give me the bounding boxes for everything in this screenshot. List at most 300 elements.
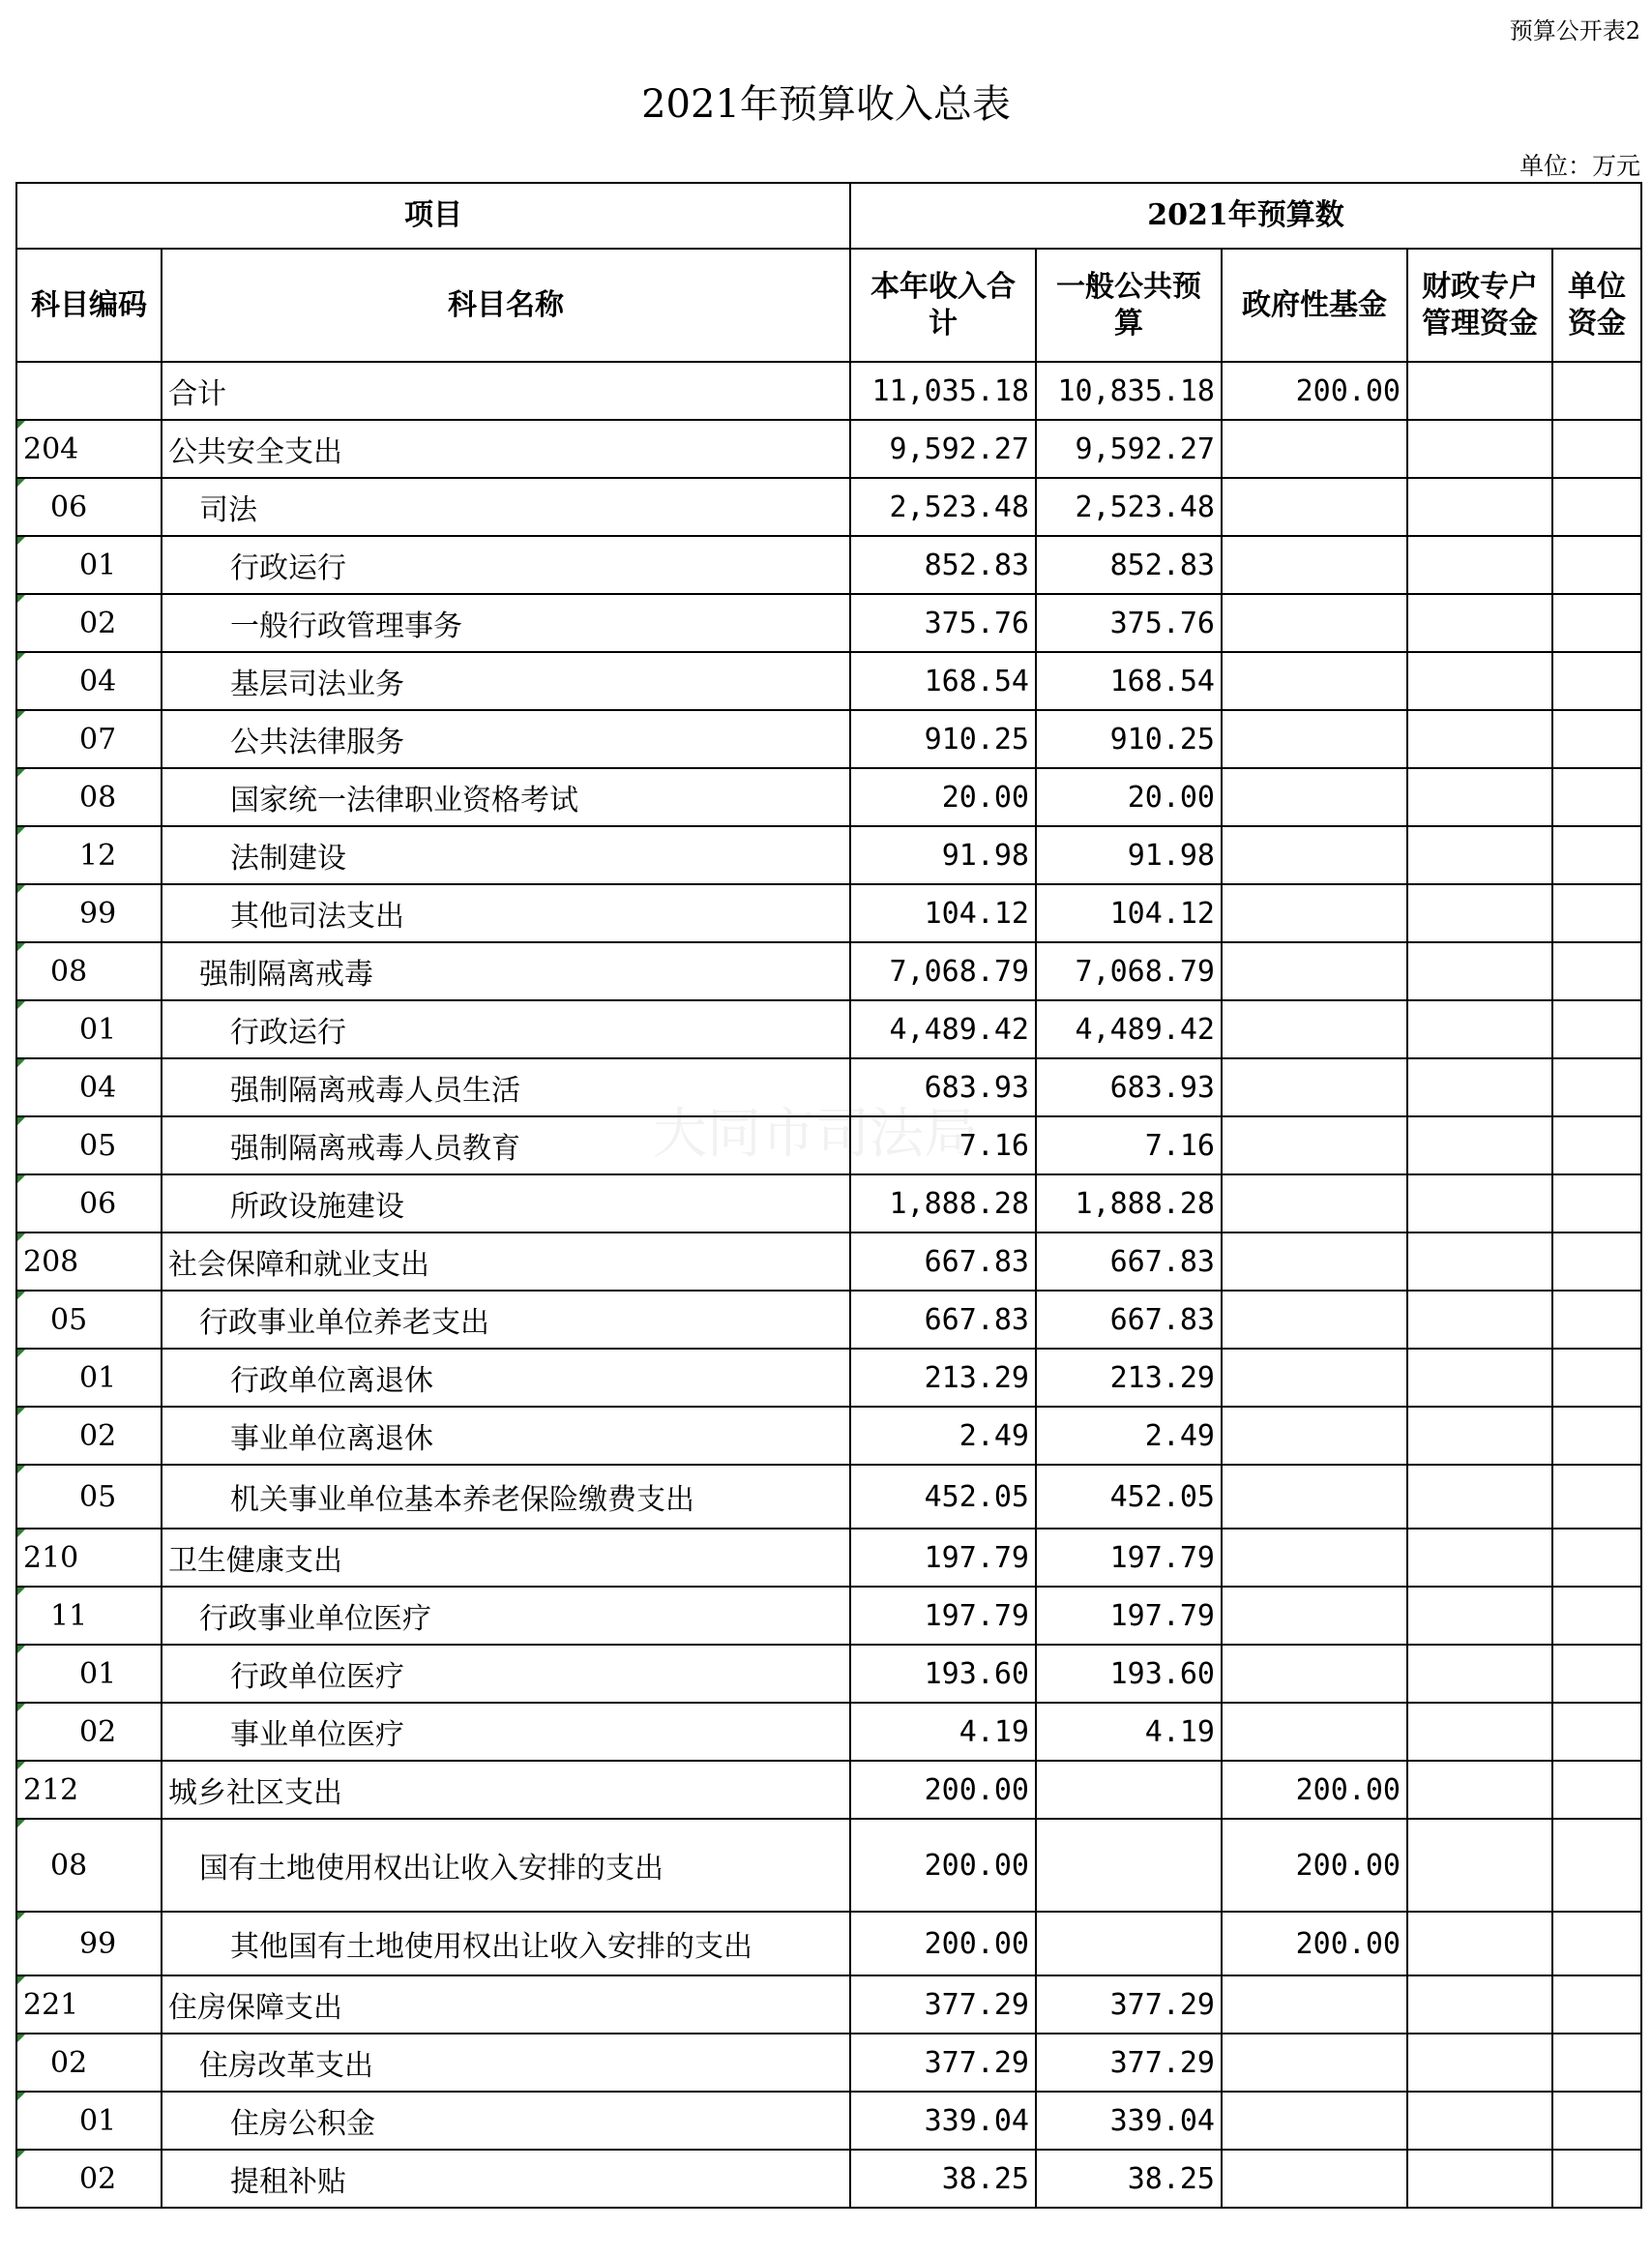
code-text: 01 bbox=[79, 548, 117, 582]
cell-code bbox=[16, 1975, 162, 2034]
code-text: 02 bbox=[79, 606, 117, 640]
cell-general bbox=[1036, 1912, 1222, 1975]
cell-code bbox=[16, 1232, 162, 1291]
name-text: 行政事业单位医疗 bbox=[199, 1602, 431, 1636]
code-text: 06 bbox=[79, 1186, 117, 1221]
cell-special bbox=[1407, 826, 1552, 884]
cell-marker-icon bbox=[17, 1466, 25, 1473]
code-text: 01 bbox=[79, 1012, 117, 1047]
name-text: 其他司法支出 bbox=[230, 900, 404, 934]
name-text: 行政运行 bbox=[230, 551, 346, 585]
cell-total: 667.83 bbox=[850, 1291, 1036, 1349]
cell-special bbox=[1407, 942, 1552, 1000]
cell-name bbox=[162, 1000, 850, 1058]
cell-code bbox=[16, 478, 162, 536]
cell-marker-icon bbox=[17, 537, 25, 545]
cell-fund bbox=[1222, 1975, 1407, 2034]
code-text: 99 bbox=[79, 896, 117, 931]
code-text: 01 bbox=[79, 1360, 117, 1395]
cell-fund bbox=[1222, 536, 1407, 594]
cell-unit bbox=[1552, 1912, 1641, 1975]
code-text: 07 bbox=[79, 722, 117, 757]
name-text: 合计 bbox=[168, 377, 226, 411]
cell-marker-icon bbox=[17, 1762, 25, 1769]
header-unit-funds: 单位资金 bbox=[1552, 249, 1641, 362]
cell-special bbox=[1407, 1761, 1552, 1819]
cell-special bbox=[1407, 1174, 1552, 1232]
cell-code bbox=[16, 1703, 162, 1761]
code-text: 05 bbox=[50, 1302, 88, 1337]
code-text: 12 bbox=[79, 838, 117, 873]
code-text: 08 bbox=[50, 954, 88, 989]
cell-marker-icon bbox=[17, 2151, 25, 2158]
code-text: 01 bbox=[79, 2103, 117, 2138]
cell-unit bbox=[1552, 942, 1641, 1000]
cell-fund bbox=[1222, 710, 1407, 768]
cell-general: 38.25 bbox=[1036, 2150, 1222, 2208]
cell-special bbox=[1407, 2034, 1552, 2092]
cell-special bbox=[1407, 420, 1552, 478]
cell-general: 10,835.18 bbox=[1036, 362, 1222, 420]
cell-unit bbox=[1552, 1116, 1641, 1174]
cell-unit bbox=[1552, 1174, 1641, 1232]
cell-total: 852.83 bbox=[850, 536, 1036, 594]
cell-name bbox=[162, 2092, 850, 2150]
cell-general: 7.16 bbox=[1036, 1116, 1222, 1174]
table-row bbox=[16, 1349, 1641, 1407]
table-row bbox=[16, 1291, 1641, 1349]
cell-unit bbox=[1552, 594, 1641, 652]
cell-name bbox=[162, 1407, 850, 1465]
cell-fund bbox=[1222, 1349, 1407, 1407]
code-text: 02 bbox=[79, 1418, 117, 1453]
cell-special bbox=[1407, 1291, 1552, 1349]
cell-total: 11,035.18 bbox=[850, 362, 1036, 420]
cell-code bbox=[16, 1116, 162, 1174]
cell-name bbox=[162, 1587, 850, 1645]
cell-special bbox=[1407, 1819, 1552, 1912]
name-text: 卫生健康支出 bbox=[168, 1544, 342, 1578]
cell-total: 2.49 bbox=[850, 1407, 1036, 1465]
cell-general: 852.83 bbox=[1036, 536, 1222, 594]
cell-unit bbox=[1552, 1058, 1641, 1116]
cell-code bbox=[16, 1819, 162, 1912]
table-body bbox=[16, 362, 1641, 2208]
cell-general: 2.49 bbox=[1036, 1407, 1222, 1465]
cell-special bbox=[1407, 478, 1552, 536]
table-row bbox=[16, 420, 1641, 478]
cell-special bbox=[1407, 2092, 1552, 2150]
cell-marker-icon bbox=[17, 827, 25, 835]
header-item-group: 项目 bbox=[16, 183, 850, 249]
cell-fund bbox=[1222, 478, 1407, 536]
cell-fund bbox=[1222, 1465, 1407, 1529]
cell-fund bbox=[1222, 2034, 1407, 2092]
cell-fund bbox=[1222, 1407, 1407, 1465]
cell-marker-icon bbox=[17, 1913, 25, 1920]
table-row bbox=[16, 710, 1641, 768]
name-text: 社会保障和就业支出 bbox=[168, 1248, 429, 1282]
code-text: 210 bbox=[23, 1540, 79, 1575]
name-text: 住房改革支出 bbox=[199, 2049, 373, 2083]
name-text: 行政单位离退休 bbox=[230, 1364, 433, 1398]
table-row bbox=[16, 1912, 1641, 1975]
cell-general: 197.79 bbox=[1036, 1587, 1222, 1645]
name-text: 基层司法业务 bbox=[230, 668, 404, 701]
code-text: 06 bbox=[50, 490, 88, 524]
cell-name bbox=[162, 1232, 850, 1291]
name-text: 事业单位离退休 bbox=[230, 1422, 433, 1456]
name-text: 强制隔离戒毒人员教育 bbox=[230, 1132, 520, 1166]
cell-general: 20.00 bbox=[1036, 768, 1222, 826]
cell-total: 200.00 bbox=[850, 1761, 1036, 1819]
table-row bbox=[16, 1975, 1641, 2034]
table-row bbox=[16, 768, 1641, 826]
cell-unit bbox=[1552, 362, 1641, 420]
cell-marker-icon bbox=[17, 1646, 25, 1653]
table-row bbox=[16, 652, 1641, 710]
cell-general: 168.54 bbox=[1036, 652, 1222, 710]
code-text: 212 bbox=[23, 1772, 79, 1807]
table-row bbox=[16, 2150, 1641, 2208]
cell-name bbox=[162, 1116, 850, 1174]
cell-general: 339.04 bbox=[1036, 2092, 1222, 2150]
cell-special bbox=[1407, 1000, 1552, 1058]
name-text: 住房保障支出 bbox=[168, 1991, 342, 2025]
cell-name bbox=[162, 652, 850, 710]
cell-unit bbox=[1552, 1465, 1641, 1529]
budget-revenue-table bbox=[15, 182, 1642, 2209]
cell-code bbox=[16, 1912, 162, 1975]
name-text: 所政设施建设 bbox=[230, 1190, 404, 1224]
cell-general: 2,523.48 bbox=[1036, 478, 1222, 536]
cell-general bbox=[1036, 1761, 1222, 1819]
name-text: 事业单位医疗 bbox=[230, 1718, 404, 1752]
cell-general: 683.93 bbox=[1036, 1058, 1222, 1116]
name-text: 城乡社区支出 bbox=[168, 1776, 342, 1810]
cell-total: 104.12 bbox=[850, 884, 1036, 942]
cell-code bbox=[16, 1761, 162, 1819]
name-text: 法制建设 bbox=[230, 842, 346, 876]
cell-code bbox=[16, 884, 162, 942]
cell-fund bbox=[1222, 1058, 1407, 1116]
cell-total: 7.16 bbox=[850, 1116, 1036, 1174]
table-row bbox=[16, 1819, 1641, 1912]
cell-total: 38.25 bbox=[850, 2150, 1036, 2208]
cell-marker-icon bbox=[17, 1408, 25, 1415]
cell-total: 339.04 bbox=[850, 2092, 1036, 2150]
cell-code bbox=[16, 1529, 162, 1587]
table-row bbox=[16, 1465, 1641, 1529]
cell-unit bbox=[1552, 710, 1641, 768]
code-text: 04 bbox=[79, 1070, 117, 1105]
name-text: 强制隔离戒毒 bbox=[199, 958, 373, 992]
code-text: 02 bbox=[79, 1714, 117, 1749]
cell-unit bbox=[1552, 2034, 1641, 2092]
cell-unit bbox=[1552, 1407, 1641, 1465]
cell-name bbox=[162, 942, 850, 1000]
cell-code bbox=[16, 2034, 162, 2092]
code-text: 08 bbox=[50, 1848, 88, 1883]
table-row bbox=[16, 1761, 1641, 1819]
page-title: 2021年预算收入总表 bbox=[641, 82, 1011, 127]
cell-unit bbox=[1552, 1975, 1641, 2034]
cell-name bbox=[162, 1645, 850, 1703]
watermark: 大同市司法局 bbox=[653, 1103, 978, 1166]
cell-total: 9,592.27 bbox=[850, 420, 1036, 478]
cell-unit bbox=[1552, 1529, 1641, 1587]
cell-marker-icon bbox=[17, 1820, 25, 1827]
code-text: 04 bbox=[79, 664, 117, 698]
cell-name bbox=[162, 2034, 850, 2092]
cell-total: 7,068.79 bbox=[850, 942, 1036, 1000]
cell-fund bbox=[1222, 884, 1407, 942]
cell-fund bbox=[1222, 826, 1407, 884]
cell-special bbox=[1407, 1912, 1552, 1975]
table-row bbox=[16, 478, 1641, 536]
code-text: 11 bbox=[50, 1598, 88, 1633]
cell-special bbox=[1407, 1058, 1552, 1116]
table-row bbox=[16, 1232, 1641, 1291]
cell-total: 4.19 bbox=[850, 1703, 1036, 1761]
cell-name bbox=[162, 594, 850, 652]
cell-fund bbox=[1222, 768, 1407, 826]
cell-total: 168.54 bbox=[850, 652, 1036, 710]
cell-code bbox=[16, 594, 162, 652]
cell-special bbox=[1407, 1587, 1552, 1645]
unit-label: 单位：万元 bbox=[1519, 152, 1640, 180]
cell-special bbox=[1407, 768, 1552, 826]
table-row bbox=[16, 1174, 1641, 1232]
cell-fund: 200.00 bbox=[1222, 1761, 1407, 1819]
table-row bbox=[16, 1000, 1641, 1058]
cell-total: 910.25 bbox=[850, 710, 1036, 768]
cell-total: 4,489.42 bbox=[850, 1000, 1036, 1058]
cell-fund bbox=[1222, 942, 1407, 1000]
cell-name bbox=[162, 1975, 850, 2034]
cell-name bbox=[162, 420, 850, 478]
cell-name bbox=[162, 1291, 850, 1349]
cell-total: 197.79 bbox=[850, 1587, 1036, 1645]
cell-fund bbox=[1222, 1232, 1407, 1291]
cell-marker-icon bbox=[17, 2034, 25, 2042]
cell-name bbox=[162, 884, 850, 942]
table-row bbox=[16, 942, 1641, 1000]
cell-marker-icon bbox=[17, 1976, 25, 1984]
cell-fund bbox=[1222, 652, 1407, 710]
cell-general: 1,888.28 bbox=[1036, 1174, 1222, 1232]
code-text: 05 bbox=[79, 1128, 117, 1163]
cell-total: 2,523.48 bbox=[850, 478, 1036, 536]
cell-marker-icon bbox=[17, 595, 25, 603]
cell-code bbox=[16, 1465, 162, 1529]
cell-special bbox=[1407, 1465, 1552, 1529]
cell-name bbox=[162, 1174, 850, 1232]
cell-total: 377.29 bbox=[850, 2034, 1036, 2092]
cell-name bbox=[162, 710, 850, 768]
table-row bbox=[16, 826, 1641, 884]
cell-unit bbox=[1552, 1291, 1641, 1349]
cell-total: 683.93 bbox=[850, 1058, 1036, 1116]
cell-special bbox=[1407, 710, 1552, 768]
name-text: 行政事业单位养老支出 bbox=[199, 1306, 489, 1340]
cell-general: 4,489.42 bbox=[1036, 1000, 1222, 1058]
cell-total: 213.29 bbox=[850, 1349, 1036, 1407]
code-text: 02 bbox=[79, 2161, 117, 2196]
cell-total: 377.29 bbox=[850, 1975, 1036, 2034]
table-row bbox=[16, 1116, 1641, 1174]
cell-unit bbox=[1552, 1587, 1641, 1645]
cell-name bbox=[162, 478, 850, 536]
cell-code bbox=[16, 1058, 162, 1116]
cell-name bbox=[162, 1912, 850, 1975]
cell-total: 1,888.28 bbox=[850, 1174, 1036, 1232]
cell-unit bbox=[1552, 826, 1641, 884]
cell-special bbox=[1407, 884, 1552, 942]
cell-code bbox=[16, 1645, 162, 1703]
cell-fund: 200.00 bbox=[1222, 1819, 1407, 1912]
cell-code bbox=[16, 768, 162, 826]
cell-general: 193.60 bbox=[1036, 1645, 1222, 1703]
cell-special bbox=[1407, 362, 1552, 420]
cell-marker-icon bbox=[17, 943, 25, 951]
cell-code bbox=[16, 1349, 162, 1407]
cell-name bbox=[162, 1349, 850, 1407]
cell-marker-icon bbox=[17, 2093, 25, 2100]
cell-general: 377.29 bbox=[1036, 2034, 1222, 2092]
cell-name bbox=[162, 1819, 850, 1912]
name-text: 提租补贴 bbox=[230, 2165, 346, 2199]
cell-general: 197.79 bbox=[1036, 1529, 1222, 1587]
cell-special bbox=[1407, 536, 1552, 594]
name-text: 公共安全支出 bbox=[168, 435, 342, 469]
cell-total: 200.00 bbox=[850, 1819, 1036, 1912]
cell-code bbox=[16, 536, 162, 594]
cell-fund bbox=[1222, 1587, 1407, 1645]
cell-code bbox=[16, 1587, 162, 1645]
cell-unit bbox=[1552, 768, 1641, 826]
cell-general: 91.98 bbox=[1036, 826, 1222, 884]
name-text: 住房公积金 bbox=[230, 2107, 375, 2141]
header-row-group bbox=[16, 183, 1641, 249]
cell-fund bbox=[1222, 2092, 1407, 2150]
cell-special bbox=[1407, 1975, 1552, 2034]
cell-general: 667.83 bbox=[1036, 1291, 1222, 1349]
cell-code bbox=[16, 1291, 162, 1349]
cell-name bbox=[162, 1058, 850, 1116]
cell-total: 667.83 bbox=[850, 1232, 1036, 1291]
code-text: 02 bbox=[50, 2045, 88, 2080]
table-row bbox=[16, 594, 1641, 652]
cell-name bbox=[162, 768, 850, 826]
code-text: 05 bbox=[79, 1479, 117, 1514]
cell-total: 200.00 bbox=[850, 1912, 1036, 1975]
table-row bbox=[16, 1645, 1641, 1703]
cell-fund bbox=[1222, 1174, 1407, 1232]
cell-fund bbox=[1222, 2150, 1407, 2208]
name-text: 国家统一法律职业资格考试 bbox=[230, 784, 578, 817]
cell-unit bbox=[1552, 884, 1641, 942]
cell-fund bbox=[1222, 1645, 1407, 1703]
cell-marker-icon bbox=[17, 1233, 25, 1241]
cell-marker-icon bbox=[17, 1292, 25, 1299]
table-row bbox=[16, 1529, 1641, 1587]
table-row bbox=[16, 536, 1641, 594]
cell-general: 9,592.27 bbox=[1036, 420, 1222, 478]
cell-marker-icon bbox=[17, 653, 25, 661]
header-budget-group: 2021年预算数 bbox=[850, 183, 1641, 249]
cell-unit bbox=[1552, 1819, 1641, 1912]
cell-fund bbox=[1222, 1703, 1407, 1761]
cell-marker-icon bbox=[17, 1001, 25, 1009]
cell-code bbox=[16, 2150, 162, 2208]
cell-code bbox=[16, 1407, 162, 1465]
cell-code bbox=[16, 710, 162, 768]
cell-fund bbox=[1222, 1116, 1407, 1174]
cell-special bbox=[1407, 1529, 1552, 1587]
cell-name bbox=[162, 1761, 850, 1819]
cell-code bbox=[16, 1174, 162, 1232]
cell-marker-icon bbox=[17, 1704, 25, 1711]
header-row-columns bbox=[16, 249, 1641, 362]
cell-special bbox=[1407, 1407, 1552, 1465]
cell-name bbox=[162, 1529, 850, 1587]
cell-code bbox=[16, 826, 162, 884]
cell-name bbox=[162, 362, 850, 420]
cell-total: 197.79 bbox=[850, 1529, 1036, 1587]
cell-code bbox=[16, 2092, 162, 2150]
code-text: 208 bbox=[23, 1244, 79, 1279]
table-row bbox=[16, 2092, 1641, 2150]
name-text: 强制隔离戒毒人员生活 bbox=[230, 1074, 520, 1108]
code-text: 08 bbox=[79, 780, 117, 815]
cell-marker-icon bbox=[17, 885, 25, 893]
header-fund: 政府性基金 bbox=[1222, 249, 1407, 362]
name-text: 其他国有土地使用权出让收入安排的支出 bbox=[230, 1930, 752, 1964]
name-text: 一般行政管理事务 bbox=[230, 609, 462, 643]
cell-fund bbox=[1222, 594, 1407, 652]
header-general: 一般公共预算 bbox=[1036, 249, 1222, 362]
table-row bbox=[16, 1407, 1641, 1465]
cell-code bbox=[16, 362, 162, 420]
cell-marker-icon bbox=[17, 479, 25, 487]
header-total: 本年收入合计 bbox=[850, 249, 1036, 362]
cell-name bbox=[162, 2150, 850, 2208]
cell-unit bbox=[1552, 420, 1641, 478]
cell-unit bbox=[1552, 536, 1641, 594]
cell-code bbox=[16, 652, 162, 710]
cell-unit bbox=[1552, 1761, 1641, 1819]
cell-special bbox=[1407, 1232, 1552, 1291]
cell-unit bbox=[1552, 1232, 1641, 1291]
cell-general: 452.05 bbox=[1036, 1465, 1222, 1529]
cell-unit bbox=[1552, 1349, 1641, 1407]
cell-code bbox=[16, 1000, 162, 1058]
cell-general: 377.29 bbox=[1036, 1975, 1222, 2034]
header-code: 科目编码 bbox=[16, 249, 162, 362]
cell-name bbox=[162, 1703, 850, 1761]
cell-unit bbox=[1552, 1703, 1641, 1761]
code-text: 221 bbox=[23, 1987, 79, 2022]
table-row bbox=[16, 1703, 1641, 1761]
cell-special bbox=[1407, 1645, 1552, 1703]
cell-marker-icon bbox=[17, 421, 25, 429]
cell-fund bbox=[1222, 1529, 1407, 1587]
cell-total: 91.98 bbox=[850, 826, 1036, 884]
cell-unit bbox=[1552, 478, 1641, 536]
code-text: 99 bbox=[79, 1926, 117, 1961]
cell-marker-icon bbox=[17, 711, 25, 719]
